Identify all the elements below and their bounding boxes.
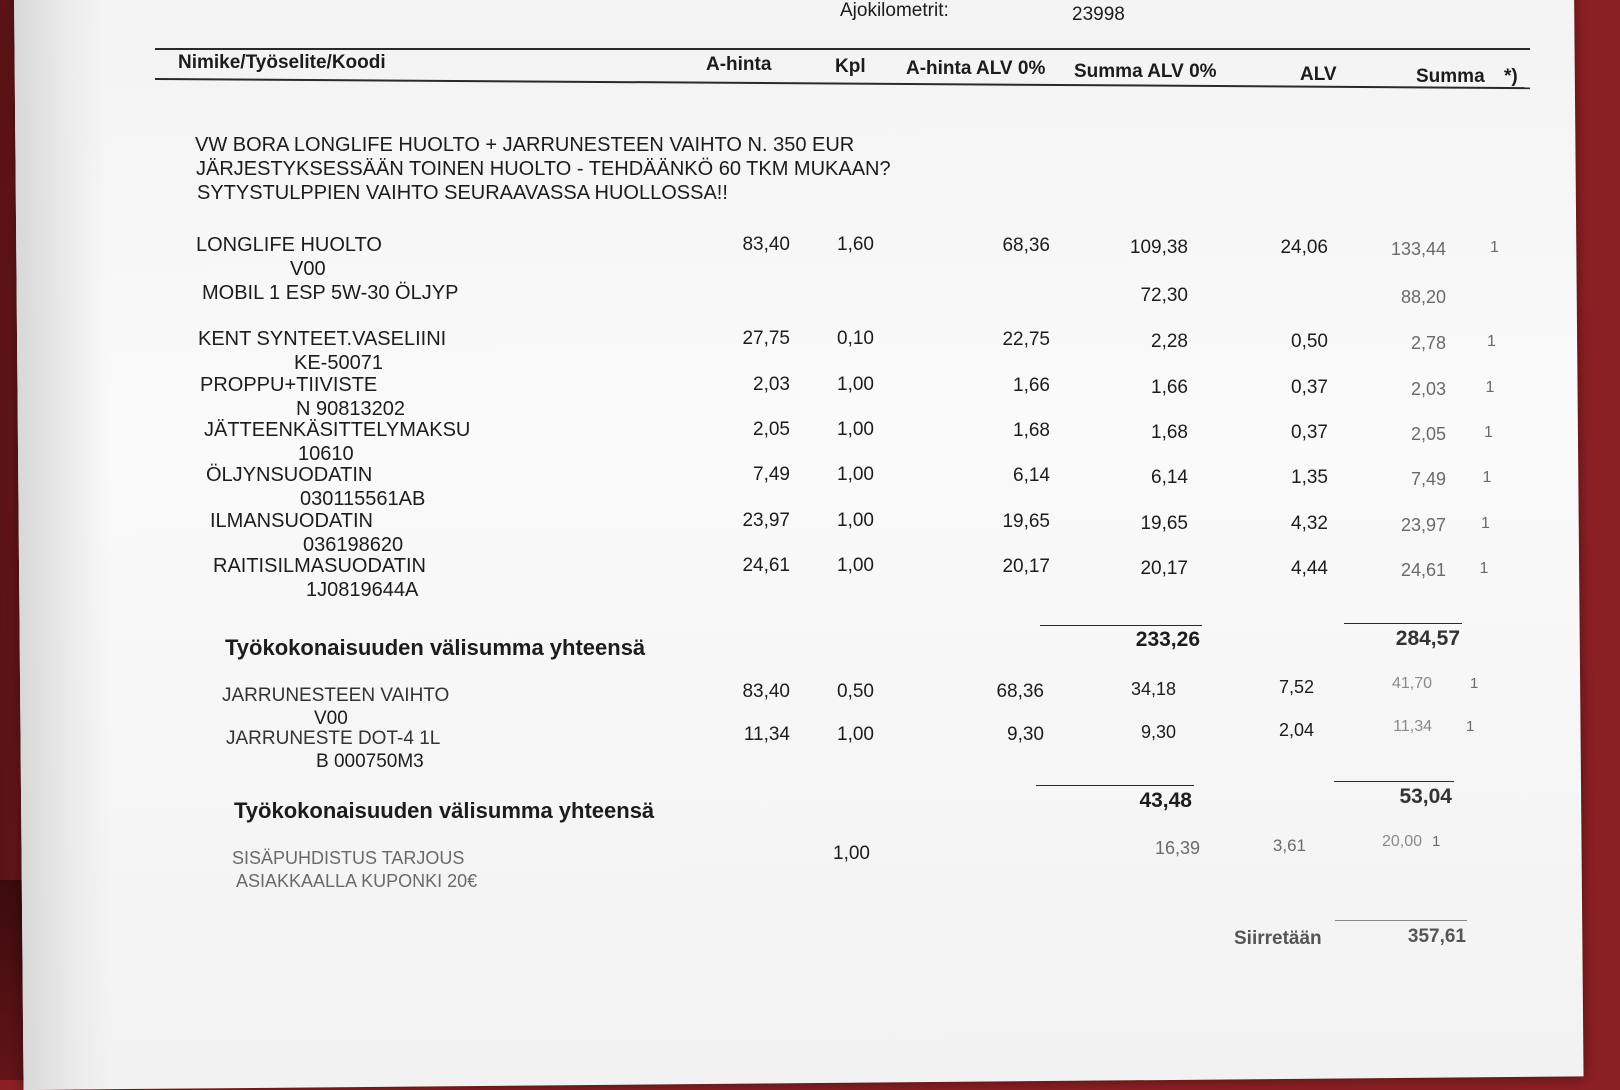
- item-sum-net: 109,38: [1129, 237, 1188, 258]
- extra-line-2: ASIAKKAALLA KUPONKI 20€: [236, 871, 478, 891]
- subtotal1-net: 233,26: [1135, 628, 1200, 651]
- item-qty: 1,00: [837, 464, 874, 485]
- col-sum: Summa: [1416, 66, 1485, 87]
- item-name: KENT SYNTEET.VASELIINI: [198, 328, 447, 350]
- item-sum: 88,20: [1400, 287, 1446, 307]
- subtotal1-sum-rule: [1344, 623, 1462, 624]
- item-code: 10610: [298, 443, 354, 465]
- item-sum-net: 1,68: [1151, 422, 1188, 443]
- item-unit-price-net: 68,36: [996, 681, 1044, 702]
- item-sum-net: 6,14: [1151, 467, 1188, 488]
- item-sum: 133,44: [1390, 239, 1446, 259]
- item-unit-price: 11,34: [743, 724, 790, 745]
- item-name: JARRUNESTE DOT-4 1L: [226, 728, 441, 749]
- item-vat: 0,37: [1291, 377, 1328, 398]
- item-unit-price-net: 6,14: [1013, 465, 1050, 486]
- item-flag: 1: [1490, 239, 1499, 256]
- item-sum: 2,05: [1410, 424, 1446, 444]
- carry-label: Siirretään: [1234, 928, 1322, 949]
- item-name: MOBIL 1 ESP 5W-30 ÖLJYP: [202, 282, 459, 304]
- item-sum-net: 2,28: [1151, 331, 1188, 352]
- item-sum-net: 9,30: [1140, 722, 1176, 742]
- subtotal2-sum-rule: [1334, 781, 1454, 782]
- item-unit-price: 7,49: [753, 464, 790, 485]
- item-sum: 7,49: [1410, 469, 1446, 489]
- item-vat: 7,52: [1278, 677, 1314, 697]
- item-sum-net: 20,17: [1140, 558, 1188, 579]
- item-flag: 1: [1485, 379, 1495, 396]
- item-flag: 1: [1481, 515, 1490, 532]
- item-unit-price-net: 19,65: [1002, 511, 1050, 532]
- item-code: N 90813202: [296, 398, 405, 420]
- carry-value: 357,61: [1407, 926, 1466, 947]
- note-line-1: VW BORA LONGLIFE HUOLTO + JARRUNESTEEN VAIHTO N. 350 EUR: [195, 134, 855, 156]
- extra-qty: 1,00: [833, 843, 870, 864]
- item-vat: 4,44: [1291, 558, 1328, 579]
- extra-sum-net: 16,39: [1154, 838, 1200, 858]
- item-sum: 2,78: [1410, 333, 1446, 353]
- item-sum: 2,03: [1410, 379, 1446, 399]
- item-unit-price: 27,75: [742, 328, 790, 349]
- item-flag: 1: [1466, 718, 1475, 735]
- item-sum: 24,61: [1400, 560, 1446, 580]
- item-sum: 11,34: [1393, 718, 1432, 735]
- item-qty: 1,00: [837, 374, 874, 395]
- extra-line-1: SISÄPUHDISTUS TARJOUS: [232, 848, 465, 868]
- item-vat: 1,35: [1291, 467, 1328, 488]
- item-name: JARRUNESTEEN VAIHTO: [222, 685, 450, 706]
- item-unit-price-net: 68,36: [1002, 235, 1050, 256]
- item-qty: 0,10: [837, 328, 874, 349]
- item-sum-net: 72,30: [1140, 285, 1188, 306]
- subtotal2-sum: 53,04: [1399, 785, 1452, 808]
- item-flag: 1: [1487, 333, 1496, 350]
- extra-sum: 20,00: [1381, 833, 1422, 850]
- item-flag: 1: [1482, 469, 1492, 486]
- subtotal1-label: Työkokonaisuuden välisumma yhteensä: [225, 635, 646, 660]
- item-code: 030115561AB: [300, 488, 426, 510]
- item-vat: 0,37: [1291, 422, 1328, 443]
- col-unit-price-net: A-hinta ALV 0%: [906, 58, 1046, 79]
- item-unit-price: 2,05: [753, 419, 790, 440]
- paper-edge-shade: [14, 0, 114, 1090]
- note-line-2: JÄRJESTYKSESSÄÄN TOINEN HUOLTO - TEHDÄÄNKÖ 60 TKM MUKAAN?: [196, 158, 891, 180]
- item-unit-price: 2,03: [753, 374, 790, 395]
- item-vat: 24,06: [1280, 237, 1328, 258]
- item-name: PROPPU+TIIVISTE: [200, 374, 378, 396]
- item-unit-price: 23,97: [742, 510, 790, 531]
- item-unit-price: 24,61: [742, 555, 790, 576]
- col-item: Nimike/Työselite/Koodi: [178, 52, 386, 73]
- item-qty: 1,00: [837, 510, 874, 531]
- item-code: V00: [314, 708, 348, 729]
- item-code: 036198620: [303, 534, 404, 556]
- col-vat: ALV: [1300, 64, 1337, 85]
- item-flag: 1: [1484, 424, 1493, 441]
- item-unit-price-net: 22,75: [1002, 329, 1050, 350]
- item-sum: 41,70: [1391, 675, 1432, 692]
- item-vat: 2,04: [1278, 720, 1314, 740]
- extra-flag: 1: [1432, 833, 1441, 850]
- item-code: B 000750M3: [316, 751, 424, 772]
- item-unit-price: 83,40: [742, 234, 790, 255]
- item-qty: 1,00: [837, 724, 874, 745]
- carry-rule: [1335, 920, 1467, 921]
- item-qty: 1,00: [837, 555, 874, 576]
- item-flag: 1: [1479, 560, 1489, 577]
- item-code: KE-50071: [294, 352, 383, 374]
- item-vat: 4,32: [1291, 513, 1328, 534]
- subtotal1-sum: 284,57: [1395, 627, 1460, 650]
- item-unit-price-net: 1,68: [1013, 420, 1050, 441]
- item-qty: 1,60: [837, 234, 874, 255]
- item-unit-price-net: 20,17: [1002, 556, 1050, 577]
- item-sum: 23,97: [1400, 515, 1446, 535]
- item-unit-price: 83,40: [742, 681, 790, 702]
- item-unit-price-net: 1,66: [1013, 375, 1050, 396]
- item-name: LONGLIFE HUOLTO: [196, 234, 382, 256]
- item-sum-net: 1,66: [1151, 377, 1188, 398]
- subtotal1-net-rule: [1040, 625, 1202, 626]
- col-qty: Kpl: [835, 56, 866, 77]
- item-sum-net: 19,65: [1140, 513, 1188, 534]
- item-sum-net: 34,18: [1130, 679, 1176, 699]
- col-note: *): [1504, 66, 1518, 87]
- km-value: 23998: [1072, 4, 1125, 25]
- item-unit-price-net: 9,30: [1007, 724, 1044, 745]
- subtotal2-net: 43,48: [1139, 789, 1192, 812]
- item-vat: 0,50: [1291, 331, 1328, 352]
- subtotal2-label: Työkokonaisuuden välisumma yhteensä: [234, 798, 655, 823]
- extra-vat: 3,61: [1272, 836, 1306, 855]
- subtotal2-net-rule: [1036, 785, 1194, 786]
- item-code: 1J0819644A: [306, 579, 419, 601]
- item-name: ILMANSUODATIN: [210, 510, 373, 532]
- item-name: JÄTTEENKÄSITTELYMAKSU: [204, 419, 471, 441]
- item-flag: 1: [1470, 675, 1479, 692]
- col-sum-net: Summa ALV 0%: [1074, 61, 1217, 82]
- note-line-3: SYTYSTULPPIEN VAIHTO SEURAAVASSA HUOLLOSSA!!: [197, 182, 728, 204]
- header-top-rule: [155, 48, 1530, 50]
- item-qty: 1,00: [837, 419, 874, 440]
- item-name: RAITISILMASUODATIN: [213, 555, 426, 577]
- item-name: ÖLJYNSUODATIN: [206, 464, 373, 486]
- km-label: Ajokilometrit:: [840, 0, 949, 21]
- item-code: V00: [290, 258, 326, 280]
- col-unit-price: A-hinta: [706, 54, 772, 75]
- item-qty: 0,50: [837, 681, 874, 702]
